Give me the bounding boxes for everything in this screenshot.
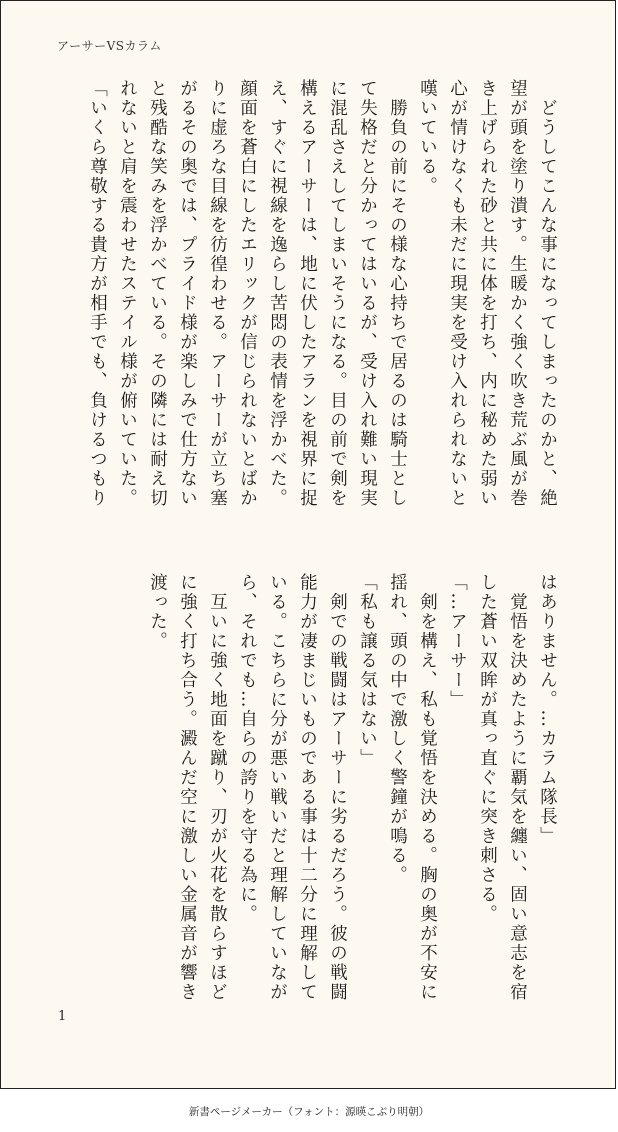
text-column: 「…アーサー」 xyxy=(447,573,468,710)
text-column: え、すぐに視線を逸らし苦悶の表情を浮かべた。 xyxy=(267,79,288,508)
text-column: 剣を構え、私も覚悟を決める。胸の奥が不安に xyxy=(417,573,438,1002)
page-header-title: アーサーVSカラム xyxy=(57,39,162,53)
text-column: がるその奥では、プライド様が楽しみで仕方ない xyxy=(177,79,198,508)
text-column: 覚悟を決めたように覇気を纏い、固い意志を宿 xyxy=(507,573,528,1002)
text-column: 心が情けなくも未だに現実を受け入れられないと xyxy=(447,79,468,508)
text-column: 嘆いている。 xyxy=(417,79,438,196)
text-column: 揺れ、頭の中で激しく警鐘が鳴る。 xyxy=(387,573,408,885)
text-column: 勝負の前にその様な心持ちで居るのは騎士とし xyxy=(387,79,408,508)
text-column: 互いに強く地面を蹴り、刃が火花を散らすほど xyxy=(207,573,228,1002)
footer-credit: 新書ページメーカー（フォント：源暎こぶり明朝） xyxy=(188,1106,430,1118)
text-column: いる。こちらに分が悪い戦いだと理解していなが xyxy=(267,573,288,1002)
text-column: どうしてこんな事になってしまったのかと、絶 xyxy=(537,79,558,508)
text-column: 「いくら尊敬する貴方が相手でも、負けるつもり xyxy=(87,79,108,508)
text-column: に強く打ち合う。澱んだ空に激しい金属音が響き xyxy=(177,573,198,1002)
text-column: はありません。…カラム隊長」 xyxy=(537,573,558,846)
text-column: 構えるアーサーは、地に伏したアランを視界に捉 xyxy=(297,79,318,508)
text-column: に混乱さえしてしまいそうになる。目の前で剣を xyxy=(327,79,348,508)
text-column: 望が頭を塗り潰す。生暖かく強く吹き荒ぶ風が巻 xyxy=(507,79,528,508)
text-column: りに虚ろな目線を彷徨わせる。アーサーが立ち塞 xyxy=(207,79,228,508)
text-column: 能力が凄まじいものである事は十二分に理解して xyxy=(297,573,318,1002)
page-number: 1 xyxy=(58,1009,67,1024)
text-column: した蒼い双眸が真っ直ぐに突き刺さる。 xyxy=(477,573,498,924)
text-column: れないと肩を震わせたステイル様が俯いていた。 xyxy=(117,79,138,508)
text-column: 「私も譲る気はない」 xyxy=(357,573,378,768)
text-column: 剣での戦闘はアーサーに劣るだろう。彼の戦闘 xyxy=(327,573,348,1002)
text-column: 渡った。 xyxy=(147,573,168,651)
text-column: と残酷な笑みを浮かべている。その隣には耐え切 xyxy=(147,79,168,508)
text-column: て失格だと分かってはいるが、受け入れ難い現実 xyxy=(357,79,378,508)
text-column: き上げられた砂と共に体を打ち、内に秘めた弱い xyxy=(477,79,498,508)
text-column: 顔面を蒼白にしたエリックが信じられないとばか xyxy=(237,79,258,508)
text-column: ら、それでも…自らの誇りを守る為に。 xyxy=(237,573,258,924)
